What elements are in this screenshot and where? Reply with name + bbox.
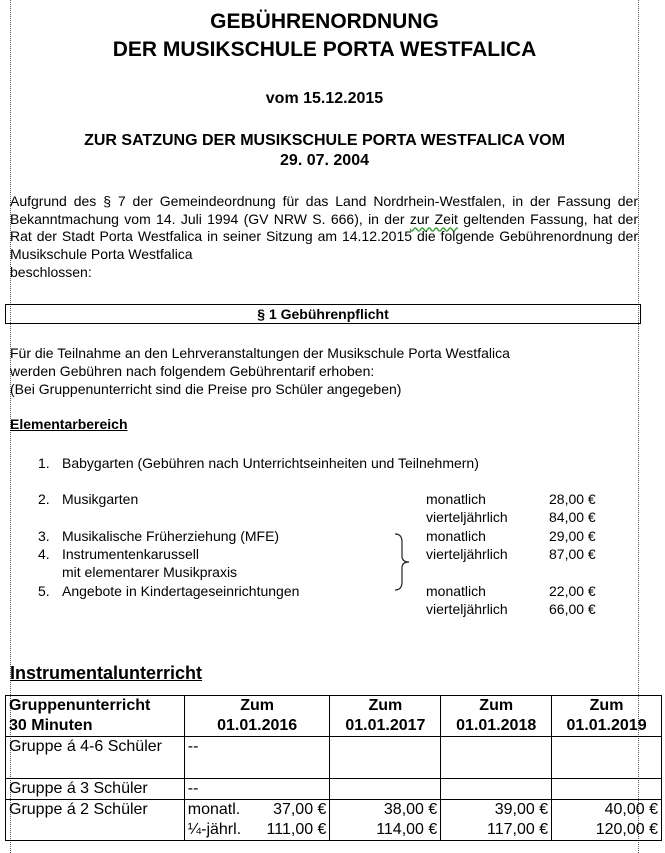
header-text: 01.01.2019 xyxy=(566,717,647,734)
monthly-price: 38,00 € xyxy=(383,801,438,818)
list-item-label-2: Musikgarten xyxy=(62,491,139,507)
intro-line3: (Bei Gruppenunterricht sind die Preise pro Schüler angegeben) xyxy=(10,381,402,397)
monthly-label: monatl. xyxy=(187,801,241,818)
price-period-5: monatlich xyxy=(426,583,486,599)
subtitle-line1: ZUR SATZUNG DER MUSIKSCHULE PORTA WESTFALICA VOM xyxy=(84,132,565,149)
header-text: Zum xyxy=(479,697,514,714)
header-text: 01.01.2016 xyxy=(217,717,298,734)
cell-2018 xyxy=(441,737,552,779)
header-text: Gruppenunterricht xyxy=(9,697,151,714)
list-item-label-1: Babygarten (Gebühren nach Unterrichtseinheiten und Teilnehmern) xyxy=(62,455,479,471)
quarterly-price-row xyxy=(188,820,327,840)
document-date: vom 15.12.2015 xyxy=(265,90,384,107)
cell-2016: -- xyxy=(184,737,330,779)
row-label: Gruppe á 2 Schüler xyxy=(6,800,185,841)
header-2018 xyxy=(441,696,552,737)
list-item-number-4: 4. xyxy=(38,546,50,562)
header-text: 01.01.2018 xyxy=(456,717,537,734)
cell-2017 xyxy=(330,737,441,779)
table-row xyxy=(6,800,662,841)
section-heading-box: § 1 Gebührenpflicht xyxy=(5,304,641,324)
price-amount-5: 22,00 € xyxy=(549,583,596,599)
header-text: 30 Minuten xyxy=(9,717,93,734)
price-period-6: vierteljährlich xyxy=(426,601,508,617)
monthly-price: 37,00 € xyxy=(273,801,327,818)
document-title-line1: GEBÜHRENORDNUNG xyxy=(210,10,439,33)
header-text: Zum xyxy=(589,697,624,714)
table-row xyxy=(6,779,662,800)
preamble-last-line: beschlossen: xyxy=(10,264,92,280)
table-header-row xyxy=(6,696,662,737)
header-2019 xyxy=(552,696,662,737)
cell-2018 xyxy=(441,779,552,800)
cell-2016 xyxy=(184,800,330,841)
monthly-price-row xyxy=(188,800,327,820)
intro-line1: Für die Teilnahme an den Lehrveranstaltungen der Musikschule Porta Westfalica xyxy=(10,345,510,361)
list-item-number-2: 2. xyxy=(38,491,50,507)
preamble-paragraph xyxy=(10,193,638,263)
instrumentalunterricht-heading: Instrumentalunterricht xyxy=(10,663,203,683)
quarterly-price: 120,00 € xyxy=(595,821,658,838)
cell-2017 xyxy=(330,779,441,800)
header-2016 xyxy=(184,696,330,737)
subtitle-line2: 29. 07. 2004 xyxy=(280,152,369,169)
price-period-3: monatlich xyxy=(426,528,486,544)
table-row xyxy=(6,737,662,779)
price-amount-1: 28,00 € xyxy=(549,491,596,507)
header-text: Zum xyxy=(240,697,274,714)
price-period-1: monatlich xyxy=(426,491,486,507)
row-label: Gruppe á 3 Schüler xyxy=(6,779,185,800)
list-item-label-3: Musikalische Früherziehung (MFE) xyxy=(62,528,280,544)
cell-2019 xyxy=(552,737,662,779)
intro-line2: werden Gebühren nach folgendem Gebührentarif erhoben: xyxy=(10,363,375,379)
header-text: Zum xyxy=(368,697,403,714)
list-item-label-4: Instrumentenkarussell xyxy=(62,546,199,562)
price-period-4: vierteljährlich xyxy=(426,546,508,562)
quarterly-price: 111,00 € xyxy=(266,821,327,838)
monthly-price: 40,00 € xyxy=(604,801,658,818)
monthly-price: 39,00 € xyxy=(494,801,549,818)
list-item-number-1: 1. xyxy=(38,455,50,471)
cell-2019 xyxy=(552,800,662,841)
fee-table xyxy=(5,695,662,841)
cell-2019 xyxy=(552,779,662,800)
header-2017 xyxy=(330,696,441,737)
price-amount-2: 84,00 € xyxy=(549,509,596,525)
header-group-lesson xyxy=(6,696,185,737)
spellcheck-flagged-text[interactable]: zur Zeit xyxy=(409,210,458,227)
list-item-label-5: Angebote in Kindertageseinrichtungen xyxy=(62,583,300,599)
price-amount-4: 87,00 € xyxy=(549,546,596,562)
curly-brace-icon xyxy=(394,532,412,592)
quarterly-price: 117,00 € xyxy=(487,821,549,838)
price-period-2: vierteljährlich xyxy=(426,509,508,525)
elementarbereich-heading: Elementarbereich xyxy=(10,416,128,432)
price-amount-6: 66,00 € xyxy=(549,601,596,617)
list-item-label-4-cont: mit elementarer Musikpraxis xyxy=(62,564,238,580)
row-label: Gruppe á 4-6 Schüler xyxy=(6,737,185,779)
list-item-number-3: 3. xyxy=(38,528,50,544)
cell-2017 xyxy=(330,800,441,841)
preamble-text-1: Aufgrund des § 7 der Gemeindeordnung für das Land Nordrhein-Westfalen, in der Fassung der Bekanntmachung vom 14. Juli 1994 (GV NRW S. 666), in der xyxy=(10,193,638,227)
preamble-text-2: geltenden Fassung, hat der Rat der Stadt Porta Westfalica in seiner Sitzung am 14.12.2015 die folgende Gebührenordnung der Musikschule Porta Westfalica xyxy=(10,210,638,262)
document-title-line2: DER MUSIKSCHULE PORTA WESTFALICA xyxy=(112,38,537,61)
header-text: 01.01.2017 xyxy=(345,717,426,734)
cell-2016: -- xyxy=(184,779,330,800)
cell-2018 xyxy=(441,800,552,841)
quarterly-price: 114,00 € xyxy=(376,821,438,838)
list-item-number-5: 5. xyxy=(38,583,50,599)
quarterly-label: ¼-jährl. xyxy=(187,821,242,838)
price-amount-3: 29,00 € xyxy=(549,528,596,544)
